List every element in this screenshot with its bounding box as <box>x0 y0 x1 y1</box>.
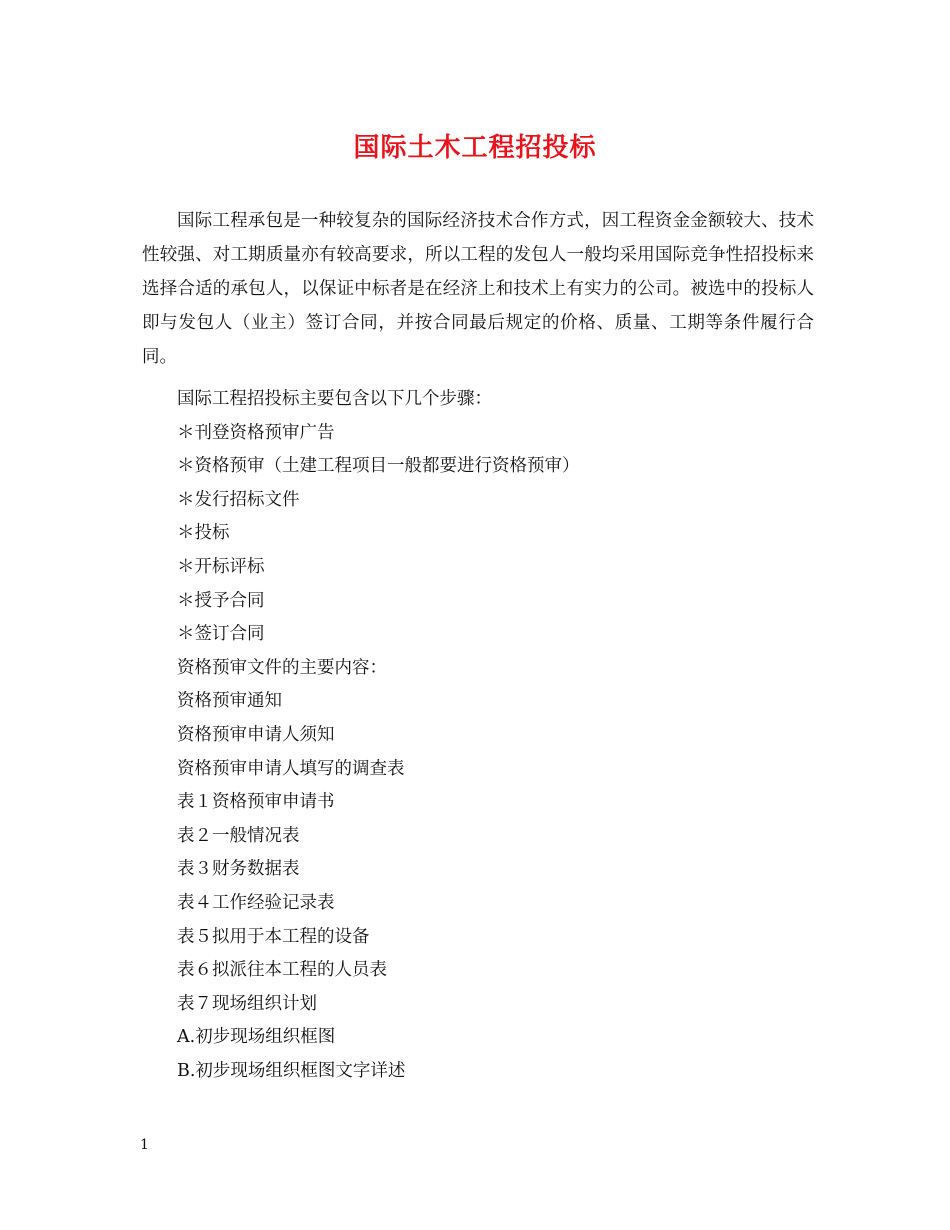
list-item: ＊签订合同 <box>177 624 265 645</box>
list-item: ＊授予合同 <box>177 590 265 611</box>
list-item: B.初步现场组织框图文字详述 <box>177 1060 406 1081</box>
step-list <box>177 383 817 1088</box>
list-item: 表６拟派往本工程的人员表 <box>177 960 387 981</box>
list-item: ＊开标评标 <box>177 556 265 577</box>
list-item: 国际工程招投标主要包含以下几个步骤： <box>177 389 492 409</box>
list-item: A.初步现场组织框图 <box>177 1027 336 1048</box>
list-item: ＊刊登资格预审广告 <box>177 422 335 443</box>
list-item: 表１资格预审申请书 <box>177 792 335 813</box>
list-item: 资格预审申请人须知 <box>177 724 335 745</box>
list-item: ＊发行招标文件 <box>177 489 300 510</box>
list-item: 资格预审文件的主要内容： <box>177 657 387 678</box>
intro-paragraph: 国际工程承包是一种较复杂的国际经济技术合作方式，因工程资金金额较大、技术性较强、对工期质量亦有较高要求，所以工程的发包人一般均采用国际竞争性招投标来选择合适的承包人，以保证中标者是在经济上和技术上有实力的公司。被选中的投标人即与发包人（业主）签订合同，并按合同最后规定的价格、质量、工期等条件履行合同。 <box>142 211 814 367</box>
list-item: ＊投标 <box>177 523 230 544</box>
list-item: 资格预审通知 <box>177 691 282 712</box>
list-item: ＊资格预审（土建工程项目一般都要进行资格预审） <box>177 456 580 477</box>
list-item: 表５拟用于本工程的设备 <box>177 926 370 947</box>
list-item: 表２一般情况表 <box>177 825 300 846</box>
list-item: 表４工作经验记录表 <box>177 892 335 913</box>
document-title: 国际土木工程招投标 <box>353 133 597 163</box>
list-item: 表３财务数据表 <box>177 859 300 880</box>
page-number: 1 <box>140 1137 149 1153</box>
list-item: 资格预审申请人填写的调查表 <box>177 758 405 779</box>
list-item: 表７现场组织计划 <box>177 993 317 1014</box>
